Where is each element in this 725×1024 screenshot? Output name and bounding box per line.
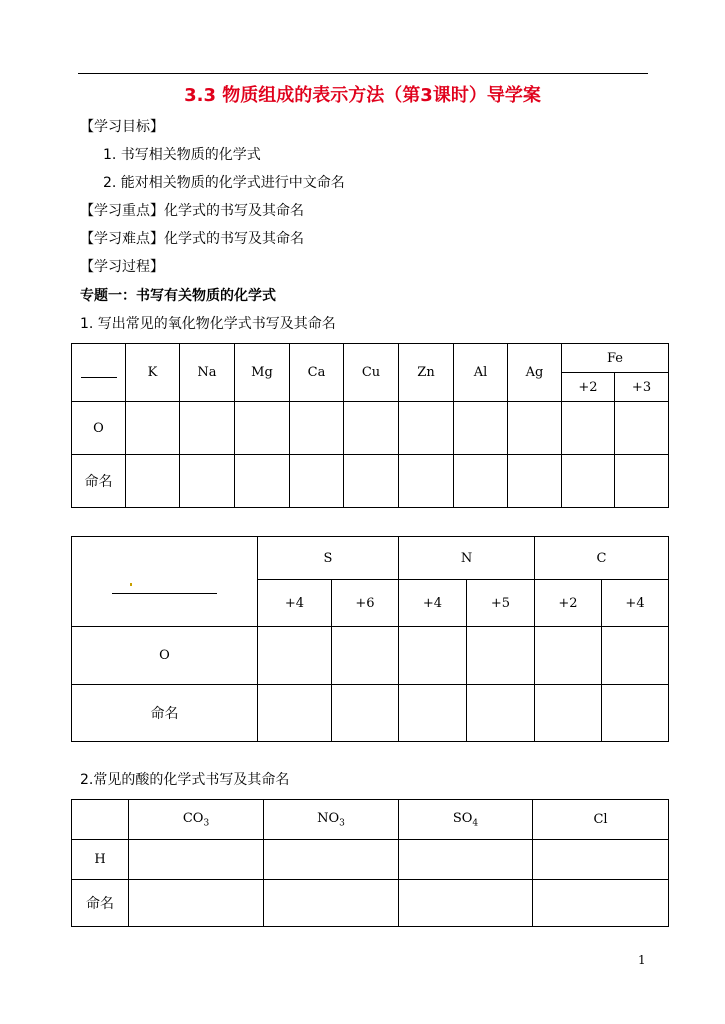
difficulty-label: 【学习难点】 [80,231,164,247]
key-point-label: 【学习重点】 [80,203,164,219]
key-point [80,202,304,220]
question-2: 2.常见的酸的化学式书写及其命名 [80,772,290,788]
answer-cell[interactable] [332,685,399,742]
element-c: C [535,537,669,580]
answer-cell[interactable] [615,455,669,508]
row-label-h: H [72,840,129,880]
answer-cell[interactable] [399,880,533,927]
corner-cell [72,537,258,627]
answer-cell[interactable] [533,840,669,880]
blank-line [112,579,217,594]
process-heading: 【学习过程】 [80,259,164,275]
acid-table [71,799,669,927]
radical-co3 [129,800,264,840]
fe-valence-2: +2 [562,373,615,402]
element-n: N [399,537,535,580]
answer-cell[interactable] [399,455,454,508]
answer-cell[interactable] [235,455,290,508]
element-fe: Fe [562,344,669,373]
n-valence-4: +4 [399,580,467,627]
element-ca: Ca [290,344,344,402]
fe-valence-3: +3 [615,373,669,402]
answer-cell[interactable] [344,455,399,508]
corner-cell [72,800,129,840]
row-label-naming: 命名 [72,685,258,742]
c-valence-4: +4 [602,580,669,627]
answer-cell[interactable] [290,455,344,508]
radical-base: NO [317,810,340,826]
key-point-text: 化学式的书写及其命名 [164,203,304,219]
topic-1-heading: 专题一：书写有关物质的化学式 [80,288,276,304]
answer-cell[interactable] [454,455,508,508]
radical-so4 [399,800,533,840]
answer-cell[interactable] [615,402,669,455]
row-label-o: O [72,627,258,685]
objectives-heading: 【学习目标】 [80,119,164,135]
objective-item-1: 1. 书写相关物质的化学式 [103,147,261,163]
page-title: 3.3 物质组成的表示方法（第3课时）导学案 [184,85,541,106]
element-zn: Zn [399,344,454,402]
answer-cell[interactable] [399,840,533,880]
radical-base: Cl [593,812,608,827]
answer-cell[interactable] [264,840,399,880]
header-rule [78,73,648,74]
c-valence-2: +2 [535,580,602,627]
answer-cell[interactable] [399,685,467,742]
answer-cell[interactable] [602,627,669,685]
answer-cell[interactable] [508,455,562,508]
answer-cell[interactable] [399,627,467,685]
answer-cell[interactable] [264,880,399,927]
answer-cell[interactable] [332,627,399,685]
oxide-table-nonmetals [71,536,669,742]
element-na: Na [180,344,235,402]
question-1: 1. 写出常见的氧化物化学式书写及其命名 [80,316,336,332]
answer-cell[interactable] [180,455,235,508]
element-ag: Ag [508,344,562,402]
answer-cell[interactable] [467,685,535,742]
difficulty-text: 化学式的书写及其命名 [164,231,304,247]
answer-cell[interactable] [126,402,180,455]
blank-line [81,363,117,378]
stray-dot [130,583,132,586]
answer-cell[interactable] [258,627,332,685]
row-label-naming: 命名 [72,455,126,508]
oxide-table-metals [71,343,669,508]
answer-cell[interactable] [126,455,180,508]
radical-cl [533,800,669,840]
element-cu: Cu [344,344,399,402]
corner-cell [72,344,126,402]
answer-cell[interactable] [129,840,264,880]
answer-cell[interactable] [235,402,290,455]
answer-cell[interactable] [467,627,535,685]
radical-base: CO [182,810,204,826]
radical-subscript: 3 [203,818,210,829]
answer-cell[interactable] [399,402,454,455]
answer-cell[interactable] [129,880,264,927]
objective-item-2: 2. 能对相关物质的化学式进行中文命名 [103,175,345,191]
answer-cell[interactable] [180,402,235,455]
answer-cell[interactable] [454,402,508,455]
page-number: 1 [638,953,646,967]
s-valence-4: +4 [258,580,332,627]
element-al: Al [454,344,508,402]
answer-cell[interactable] [258,685,332,742]
answer-cell[interactable] [290,402,344,455]
radical-subscript: 4 [472,818,479,829]
radical-subscript: 3 [339,818,345,829]
difficulty [80,230,304,248]
row-label-naming: 命名 [72,880,129,927]
answer-cell[interactable] [562,402,615,455]
answer-cell[interactable] [344,402,399,455]
element-k: K [126,344,180,402]
answer-cell[interactable] [562,455,615,508]
radical-base: SO [452,810,473,826]
n-valence-5: +5 [467,580,535,627]
answer-cell[interactable] [533,880,669,927]
answer-cell[interactable] [508,402,562,455]
answer-cell[interactable] [602,685,669,742]
row-label-o: O [72,402,126,455]
element-s: S [258,537,399,580]
radical-no3 [264,800,399,840]
answer-cell[interactable] [535,627,602,685]
s-valence-6: +6 [332,580,399,627]
answer-cell[interactable] [535,685,602,742]
element-mg: Mg [235,344,290,402]
